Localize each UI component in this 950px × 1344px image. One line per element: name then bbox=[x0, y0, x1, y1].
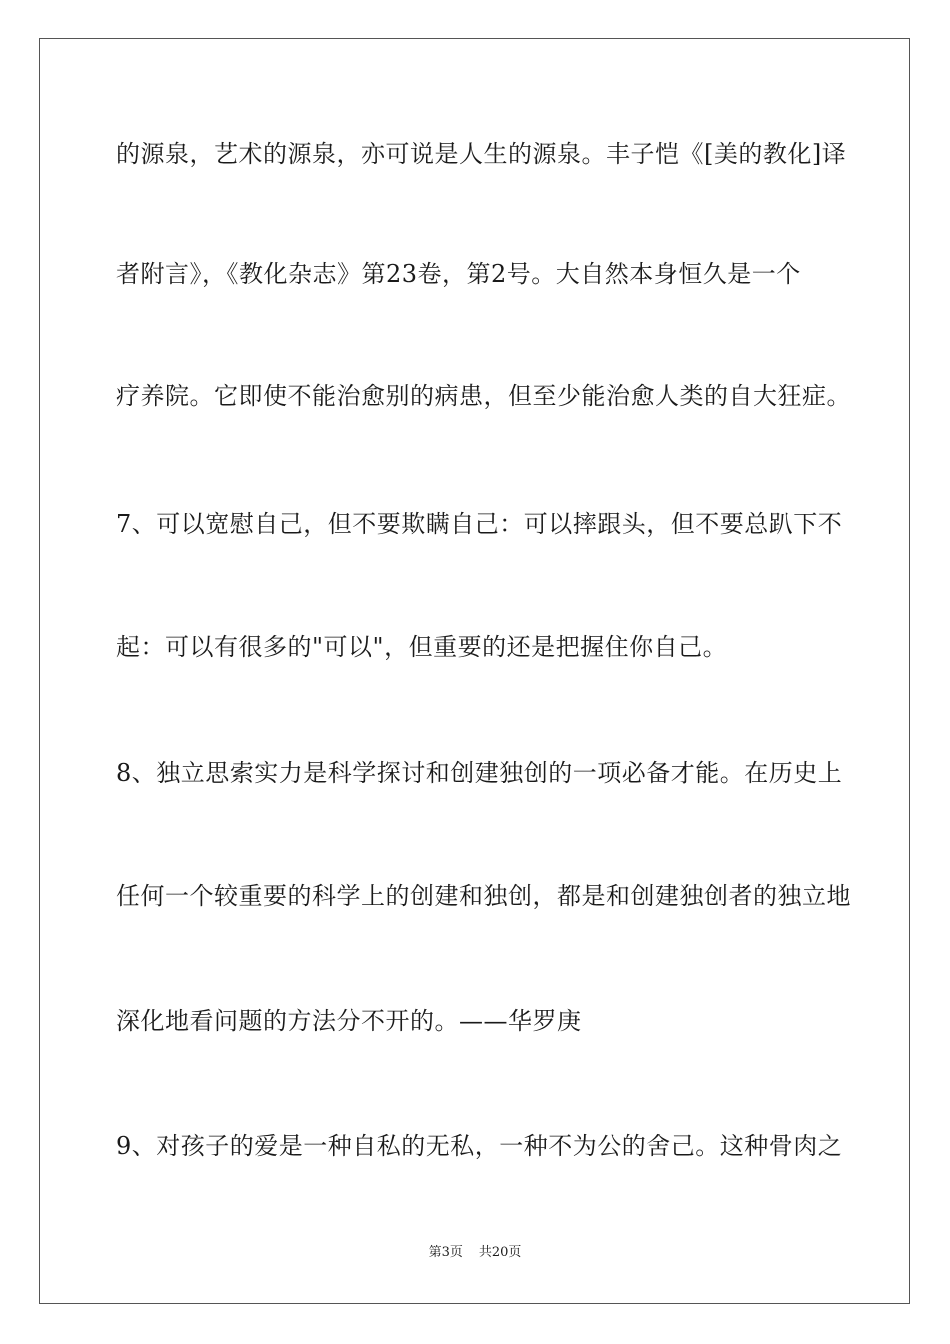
text-line-8: 深化地看问题的方法分不开的。——华罗庚 bbox=[116, 1007, 582, 1035]
text-line-9: 9、对孩子的爱是一种自私的无私，一种不为公的舍己。这种骨肉之 bbox=[116, 1132, 843, 1160]
page-footer bbox=[0, 1244, 950, 1262]
text-line-2: 者附言》，《教化杂志》第23卷，第2号。大自然本身恒久是一个 bbox=[116, 260, 801, 288]
page-total: 共20页 bbox=[478, 1245, 522, 1260]
page-number: 第3页 bbox=[428, 1245, 463, 1260]
text-line-5: 起：可以有很多的"可以"，但重要的还是把握住你自己。 bbox=[116, 633, 728, 661]
text-line-1: 的源泉，艺术的源泉，亦可说是人生的源泉。丰子恺《[美的教化]译 bbox=[116, 140, 847, 168]
text-line-3: 疗养院。它即使不能治愈别的病患，但至少能治愈人类的自大狂症。 bbox=[116, 382, 851, 410]
text-line-6: 8、独立思索实力是科学探讨和创建独创的一项必备才能。在历史上 bbox=[116, 759, 843, 787]
page-border bbox=[39, 38, 910, 1304]
text-line-7: 任何一个较重要的科学上的创建和独创，都是和创建独创者的独立地 bbox=[116, 882, 851, 910]
text-line-4: 7、可以宽慰自己，但不要欺瞒自己：可以摔跟头，但不要总趴下不 bbox=[116, 510, 843, 538]
